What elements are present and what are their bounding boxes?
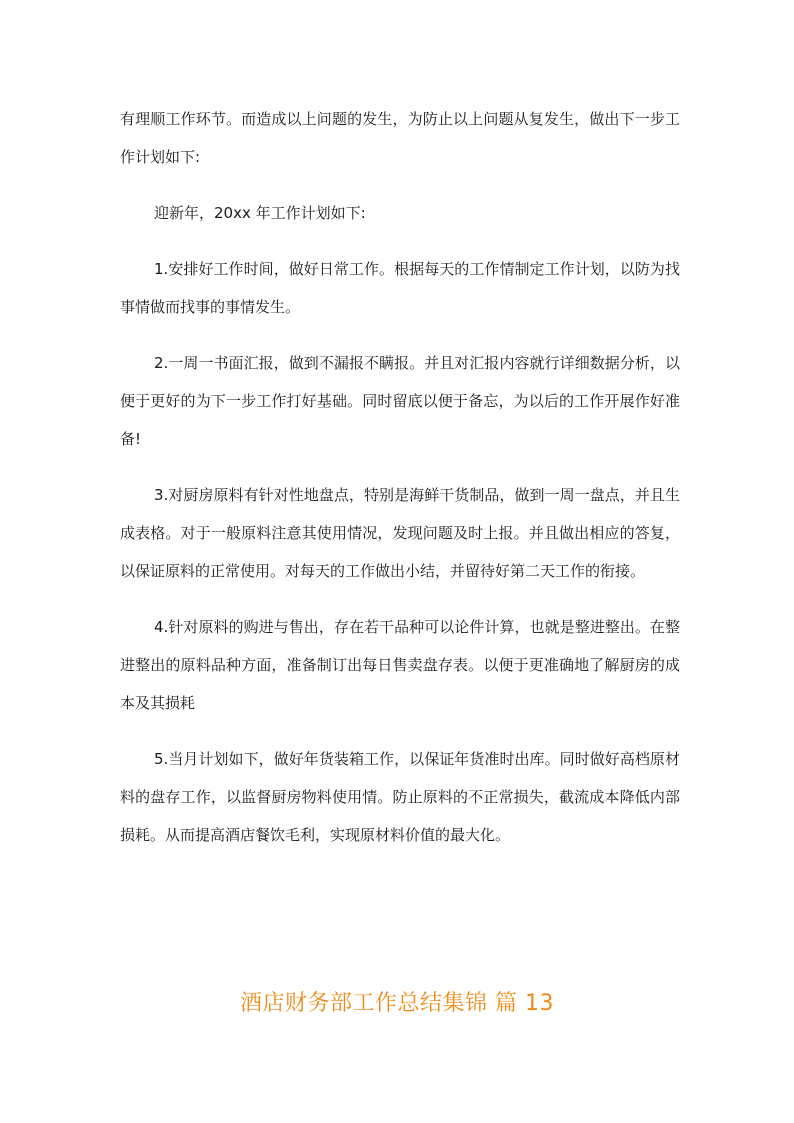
paragraph-item-2: 2.一周一书面汇报，做到不漏报不瞒报。并且对汇报内容就行详细数据分析，以便于更好的为下一步工作打好基础。同时留底以便于备忘，为以后的工作开展作好准备! (120, 354, 680, 448)
paragraph-item-3: 3.对厨房原料有针对性地盘点，特别是海鲜干货制品，做到一周一盘点，并且生成表格。对于一般原料注意其使用情况，发现问题及时上报。并且做出相应的答复，以保证原料的正常使用。对每天的工作做出小结，并留待好第二天工作的衔接。 (120, 486, 680, 580)
paragraph-plan-heading: 迎新年，20xx 年工作计划如下: (154, 204, 366, 222)
paragraph-item-4: 4.针对原料的购进与售出，存在若干品种可以论件计算，也就是整进整出。在整进整出的原料品种方面，准备制订出每日售卖盘存表。以便于更准确地了解厨房的成本及其损耗 (120, 618, 680, 712)
document-body (120, 100, 680, 872)
paragraph-item-5: 5.当月计划如下，做好年货装箱工作，以保证年货准时出库。同时做好高档原材料的盘存工作，以监督厨房物料使用情。防止原料的不正常损失，截流成本降低内部损耗。从而提高酒店餐饮毛利，实现原材料价值的最大化。 (120, 750, 680, 844)
section-title: 酒店财务部工作总结集锦 篇 13 (240, 991, 554, 1016)
paragraph-item-1: 1.安排好工作时间，做好日常工作。根据每天的工作情制定工作计划，以防为找事情做而找事的事情发生。 (120, 260, 680, 316)
paragraph-intro: 有理顺工作环节。而造成以上问题的发生，为防止以上问题从复发生，做出下一步工作计划如下: (120, 110, 680, 166)
